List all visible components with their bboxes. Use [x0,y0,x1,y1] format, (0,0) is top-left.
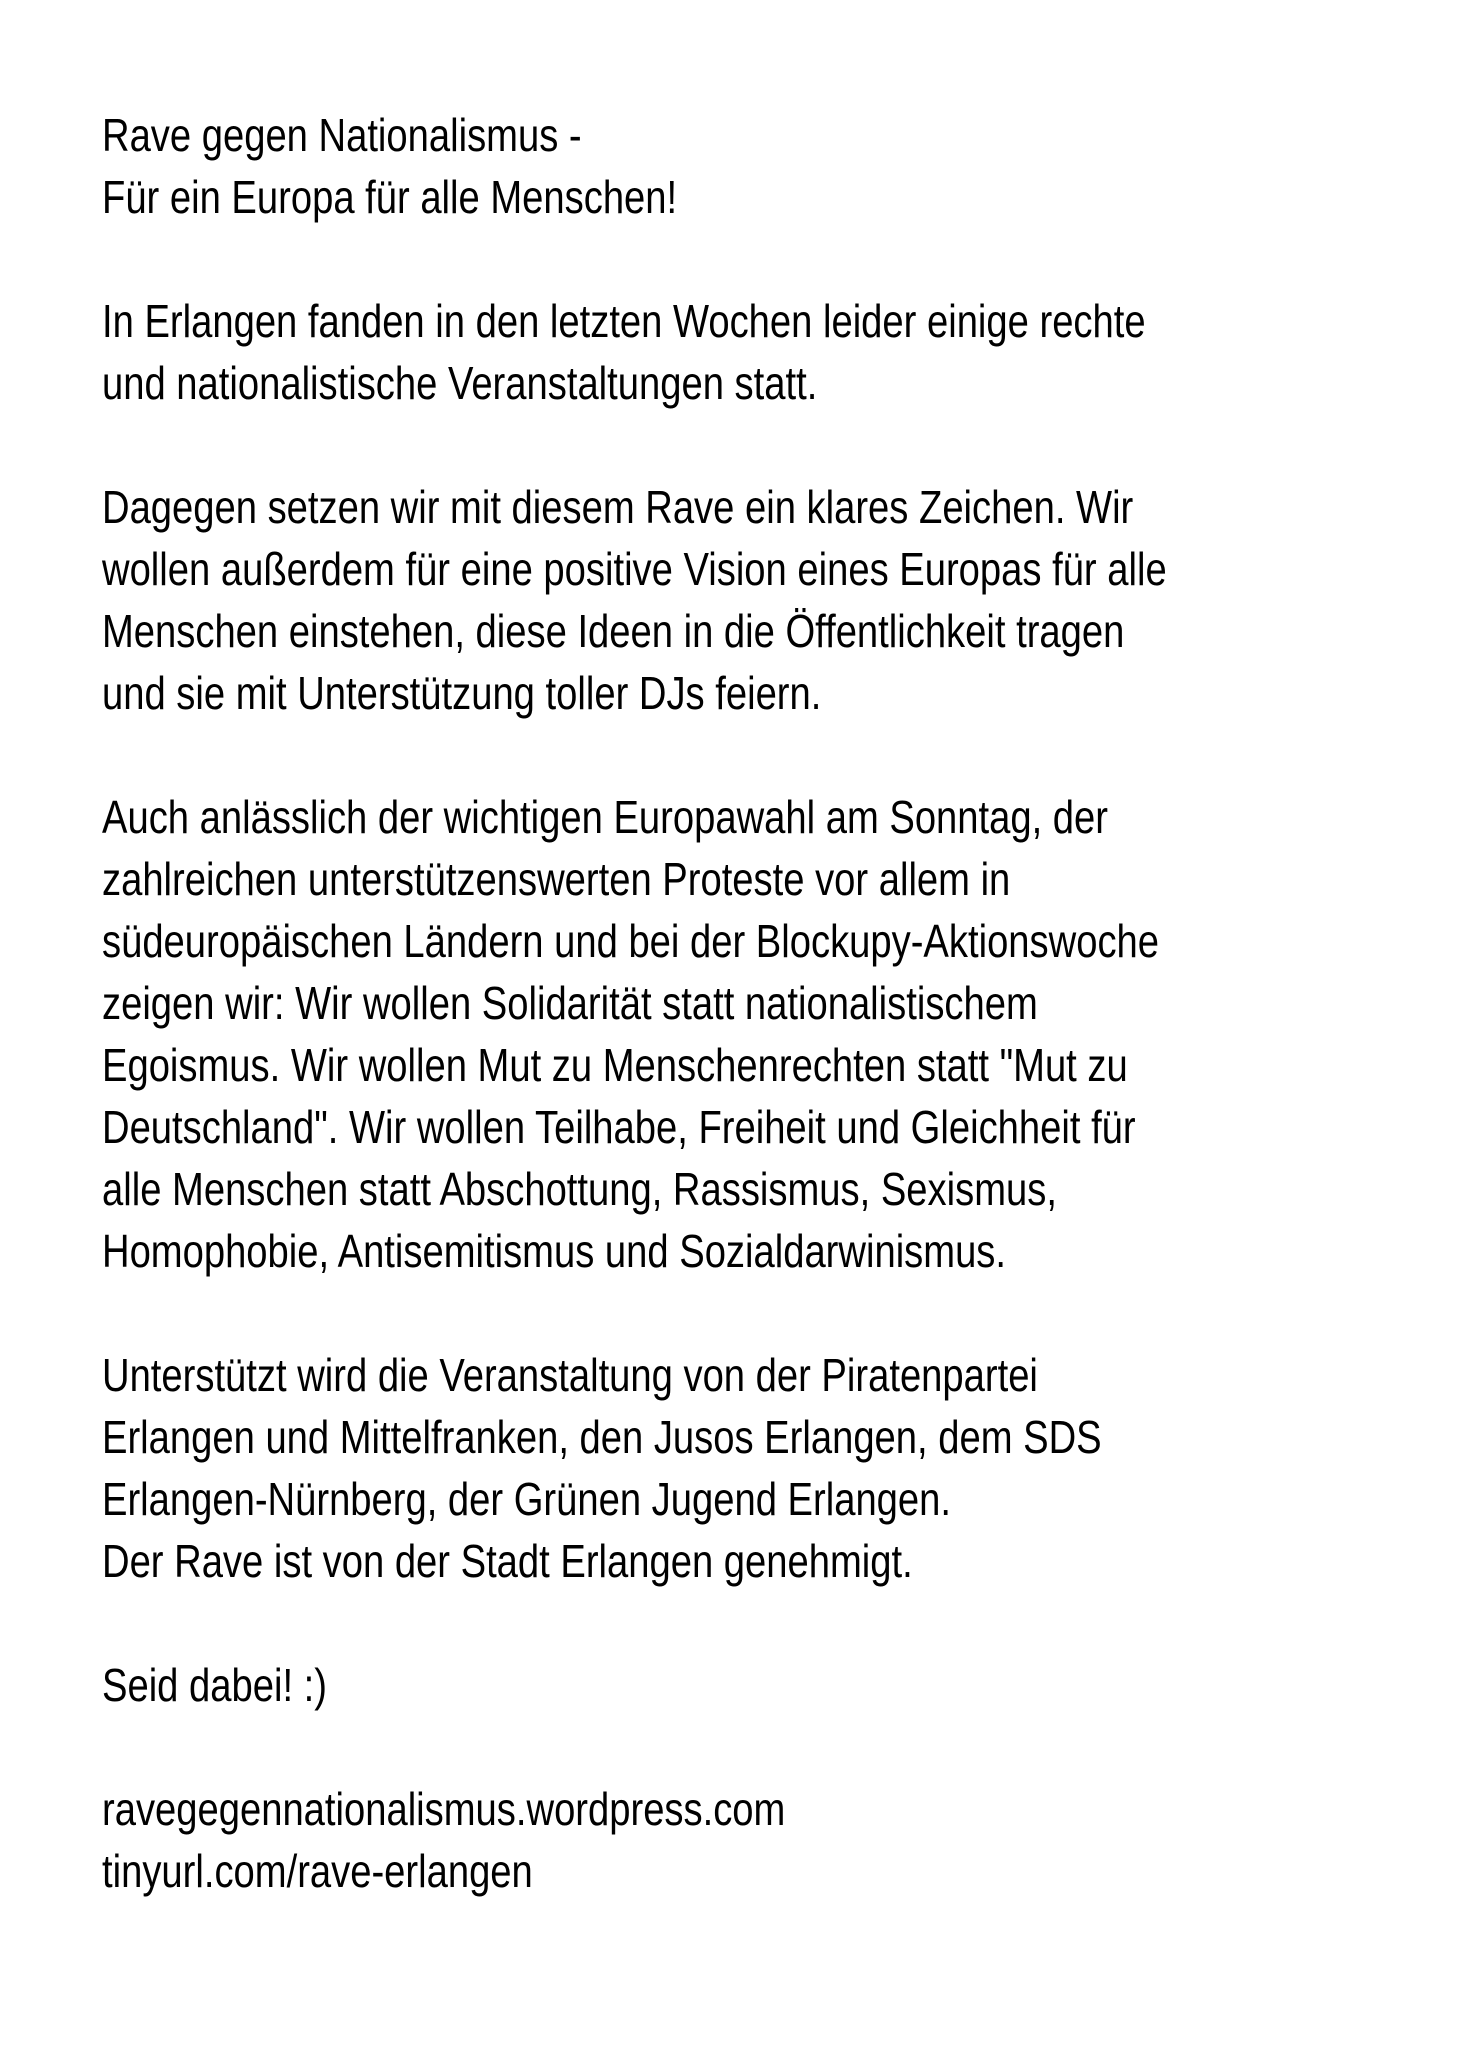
paragraph-solidarity [102,786,1198,1282]
paragraph-call-to-action [102,1654,1198,1716]
paragraph-line: In Erlangen fanden in den letzten Wochen leider einige rechte [102,295,1146,347]
paragraph-line: zeigen wir: Wir wollen Solidarität statt nationalistischem [102,977,1038,1029]
paragraph-line: Erlangen-Nürnberg, der Grünen Jugend Erlangen. [102,1473,951,1525]
title-line-1: Rave gegen Nationalismus - [102,109,582,161]
paragraph-line: Deutschland". Wir wollen Teilhabe, Freiheit und Gleichheit für [102,1101,1136,1153]
paragraph-line: und nationalistische Veranstaltungen statt. [102,357,818,409]
paragraph-line: Erlangen und Mittelfranken, den Jusos Erlangen, dem SDS [102,1411,1102,1463]
paragraph-line: Menschen einstehen, diese Ideen in die Öffentlichkeit tragen [102,605,1125,657]
flyer-title [102,104,1198,228]
paragraph-intro [102,290,1198,414]
paragraph-line: Homophobie, Antisemitismus und Sozialdarwinismus. [102,1225,1006,1277]
title-line-2: Für ein Europa für alle Menschen! [102,171,678,223]
paragraph-line: Egoismus. Wir wollen Mut zu Menschenrechten statt "Mut zu [102,1039,1128,1091]
paragraph-supporters [102,1344,1198,1592]
paragraph-line: Der Rave ist von der Stadt Erlangen genehmigt. [102,1535,913,1587]
short-url-link: tinyurl.com/rave-erlangen [102,1845,533,1897]
paragraph-line: Seid dabei! :) [102,1659,327,1711]
paragraph-line: wollen außerdem für eine positive Vision eines Europas für alle [102,543,1167,595]
paragraph-line: und sie mit Unterstützung toller DJs feiern. [102,667,822,719]
paragraph-line: Unterstützt wird die Veranstaltung von der Piratenpartei [102,1349,1038,1401]
paragraph-line: Dagegen setzen wir mit diesem Rave ein klares Zeichen. Wir [102,481,1134,533]
paragraph-vision [102,476,1198,724]
paragraph-line: Auch anlässlich der wichtigen Europawahl am Sonntag, der [102,791,1108,843]
paragraph-line: zahlreichen unterstützenswerten Proteste vor allem in [102,853,1011,905]
paragraph-line: alle Menschen statt Abschottung, Rassismus, Sexismus, [102,1163,1057,1215]
paragraph-line: südeuropäischen Ländern und bei der Blockupy-Aktionswoche [102,915,1160,967]
links-block [102,1778,1198,1902]
website-link: ravegegennationalismus.wordpress.com [102,1783,786,1835]
flyer-text [102,104,1198,1964]
